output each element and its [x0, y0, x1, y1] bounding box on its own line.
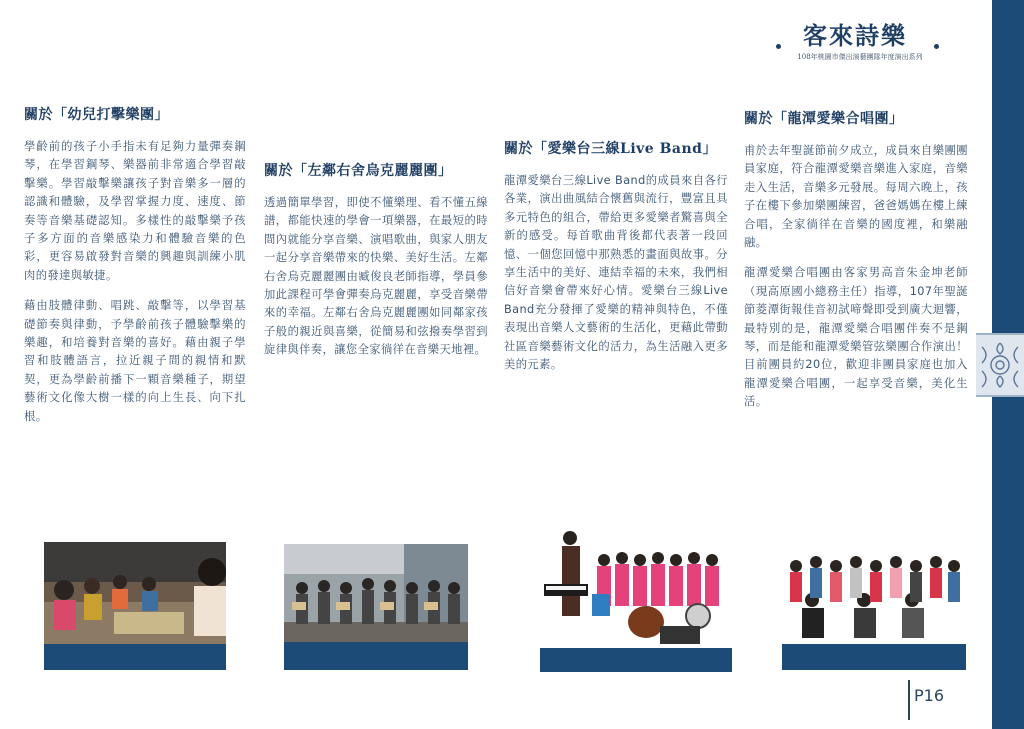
section-paragraph: 藉由肢體律動、唱跳、敲擊等，以學習基礎節奏與律動，予學齡前孩子體驗擊樂的樂趣，和培養對音樂的喜好。藉由親子學習和肢體語言，拉近親子間的親情和默契，更為學齡前播下一顆音樂種子，期望藝術文化像大樹一樣的向上生長、向下扎根。 [24, 299, 246, 423]
section-paragraph: 龍潭愛樂台三線Live Band的成員來自各行各業，演出曲風結合懷舊與流行，豐富且具多元特色的組合，帶給更多愛樂者驚喜與全新的感受。每首歌曲背後都代表著一段回憶、一個您回憶中那熟悉的畫面與故事。分享生活中的美好、連結幸福的未來，我們相信好音樂會帶來好心情。愛樂台三線Live Band充分發揮了愛樂的精神與特色，不僅表現出音樂人文藝術的生活化，更藉此帶動社區音樂藝術文化的活力，為生活融入更多美的元素。 [504, 174, 728, 372]
photo-live-band [540, 524, 732, 648]
photo-band [782, 640, 966, 670]
section-paragraph: 甫於去年聖誕節前夕成立，成員來自樂團團員家庭，符合龍潭愛樂音樂進入家庭，音樂走入生活，音樂多元發展。每周六晚上，孩子在樓下參加樂團練習，爸爸媽媽在樓上練合唱，全家徜徉在音樂的國度裡，和樂融融。 [744, 144, 968, 250]
page-number-divider [908, 680, 910, 720]
section-toddler-percussion [24, 104, 246, 438]
section-heading: 關於「愛樂台三線Live Band」 [504, 141, 717, 157]
section-heading: 關於「幼兒打擊樂團」 [24, 107, 169, 123]
section-heading: 關於「龍潭愛樂合唱團」 [744, 111, 904, 127]
photo-band [284, 640, 468, 670]
title-dot-right [934, 44, 939, 49]
title-dot-left [776, 44, 781, 49]
photo-band [44, 640, 226, 670]
decorative-pattern [976, 333, 1024, 397]
section-choir [744, 108, 968, 424]
section-paragraph: 學齡前的孩子小手指未有足夠力量彈奏鋼琴，在學習鋼琴、樂器前非常適合學習敲擊樂。學習敲擊樂讓孩子對音樂多一層的認識和體驗，及學習掌握力度、速度、節奏等音樂基礎認知。多樣性的敲擊樂予孩子多方面的音樂感染力和體驗音樂的色彩，更容易啟發對音樂的興趣與訓練小肌肉的發達與敏捷。 [24, 140, 246, 282]
section-paragraph: 龍潭愛樂合唱團由客家男高音朱金坤老師（現高原國小總務主任）指導，107年聖誕節菱潭街報佳音初試啼聲即受到廣大迴響，最特別的是，龍潭愛樂合唱團伴奏不是鋼琴，而是能和龍潭愛樂管弦樂團合作演出！目前團員約20位，歡迎非團員家庭也加入龍潭愛樂合唱團，一起享受音樂，美化生活。 [744, 266, 968, 409]
section-live-band [504, 138, 728, 386]
page-subtitle: 108年桃園市傑出演藝團隊年度演出系列 [797, 53, 923, 61]
photo-choir [782, 544, 966, 644]
page-number: P16 [914, 686, 945, 705]
photo-toddler-class [44, 542, 226, 644]
section-heading: 關於「左鄰右舍烏克麗麗團」 [264, 163, 453, 179]
section-ukulele-group [264, 160, 488, 372]
page-title: 客來詩樂 [803, 21, 907, 50]
photo-ukulele-group [284, 544, 468, 642]
section-paragraph: 透過簡單學習，即使不懂樂理、看不懂五線譜，都能快速的學會一項樂器，在最短的時間內就能分享音樂、演唱歌曲，與家人朋友一起分享音樂帶來的快樂、美好生活。左鄰右舍烏克麗麗團由臧俊良老師指導，學員參加此課程可學會彈奏烏克麗麗，享受音樂帶來的幸福。左鄰右舍烏克麗麗團如同鄰家孩子般的親近與喜樂，從簡易和弦撥奏學習到旋律與伴奏，讓您全家徜徉在音樂天地裡。 [264, 196, 488, 357]
